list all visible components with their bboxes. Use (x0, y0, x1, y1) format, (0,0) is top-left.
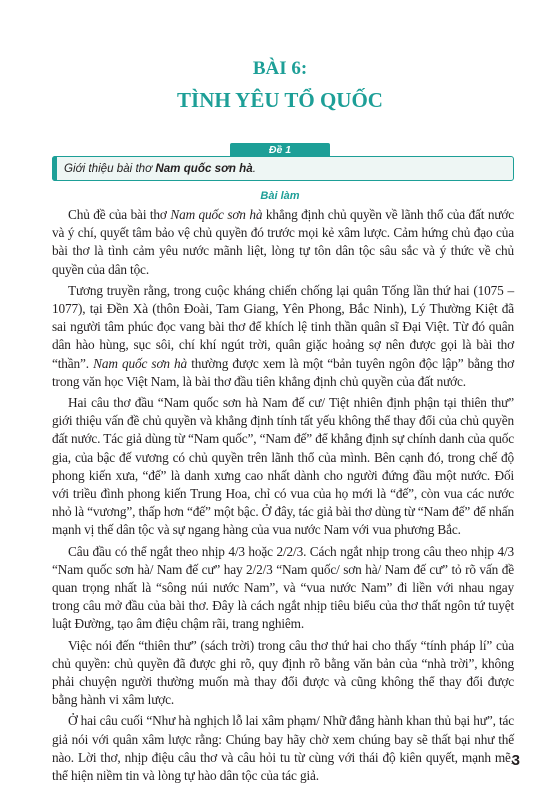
prompt-text-before: Giới thiệu bài thơ (64, 162, 156, 175)
essay-body (52, 206, 514, 788)
prompt-text-after: . (252, 162, 256, 175)
prompt-text (64, 157, 256, 180)
prompt-poem-title: Nam quốc sơn hà (155, 162, 253, 175)
lesson-theme: TÌNH YÊU TỔ QUỐC (177, 88, 383, 112)
paragraph-3: Hai câu thơ đầu “Nam quốc sơn hà Nam đế cư/ Tiệt nhiên định phận tại thiên thư” giới thiệu vấn đề chủ quyền và khẳng định tính tất yếu không thể thay đổi của chủ quyền đất nước. Tác giả dùng từ “Nam quốc”, “Nam đế” để khẳng định sự chính danh của quốc gia, của bậc đế vương có chủ quyền trên lãnh thổ của mình. Bên cạnh đó, trong chế độ phong kiến xưa, “đế” là danh xưng cao nhất dành cho người đứng đầu một nước. Đối với triều đình phong kiến Trung Hoa, chỉ có vua của họ mới là “đế”, còn vua các nước nhỏ là “vương”, thấp hơn “đế” một bậc. Ở đây, tác giả bài thơ dùng từ “Nam đế” để nhấn mạnh vị thế dân tộc và sự ngang hàng của vua nước Nam với vua phương Bắc. (52, 395, 514, 538)
paragraph-1-part-a: Chủ đề của bài thơ (68, 207, 171, 222)
paragraph-1-poem-title: Nam quốc sơn hà (170, 207, 263, 222)
page-number: 3 (511, 752, 520, 769)
paragraph-2-part-c: thường được xem là một “bản tuyên ngôn độc lập” bằng thơ trong văn học Việt Nam, là bài thơ đầu tiên khẳng định chủ quyền của đất nước. (52, 355, 515, 389)
paragraph-4: Câu đầu có thể ngắt theo nhịp 4/3 hoặc 2/2/3. Cách ngắt nhịp trong câu theo nhịp 4/3 “Nam quốc sơn hà/ Nam đế cư” hay 2/2/3 “Nam quốc/ sơn hà/ Nam đế cư” tỏ rõ vấn đề quan trọng nhất là “sông núi nước Nam”, và “vua nước Nam” đi liền với nhau ngay trong câu mở đầu của bài thơ. Đây là cách ngắt nhịp tiêu biểu của thơ thất ngôn tứ tuyệt luật Đường, tạo âm điệu chậm rãi, trang nghiêm. (52, 543, 514, 632)
paragraph-1-part-c: khẳng định chủ quyền về lãnh thổ của đất nước và ý chí, quyết tâm bảo vệ chủ quyền đó trước mọi kẻ xâm lược. Cảm hứng chủ đạo của bài thơ là tình cảm yêu nước mãnh liệt, lòng tự tôn dân tộc sâu sắc và ý thức về chủ quyền của dân tộc. (52, 207, 515, 277)
answer-heading: Bài làm (260, 190, 300, 202)
paragraph-2-part-a: Tương truyền rằng, trong cuộc kháng chiến chống lại quân Tống lần thứ hai (1075 – 1077), tại Đền Xà (thôn Đoài, Tam Giang, Yên Phong, Bắc Ninh), Lý Thường Kiệt đã sai người tâm phúc đọc vang bài thơ để khích lệ tinh thần quân sĩ Đại Việt. Từ đó quân dân hào hùng, sục sôi, chí khí ngút trời, quân giặc hoảng sợ nên được gọi là bài thơ “thần”. (52, 282, 514, 371)
paragraph-2 (52, 282, 514, 391)
lesson-number: BÀI 6: (252, 58, 308, 79)
paragraph-2-poem-title: Nam quốc sơn hà (93, 355, 188, 371)
prompt-badge: Đề 1 (230, 143, 330, 158)
paragraph-1 (52, 206, 514, 279)
prompt-box (52, 156, 514, 181)
paragraph-6: Ở hai câu cuối “Như hà nghịch lỗ lai xâm phạm/ Nhữ đẳng hành khan thủ bại hư”, tác giả nói với quân xâm lược rằng: Chúng bay hãy chờ xem chúng bay sẽ thất bại như thế nào. Lời thơ, nhịp điệu câu thơ và câu hỏi tu từ cùng với thái độ kiên quyết, mạnh mẽ, thể hiện niềm tin và lòng tự hào dân tộc của tác giả. (52, 713, 514, 784)
prompt-accent-strip (52, 156, 57, 181)
paragraph-5: Việc nói đến “thiên thư” (sách trời) trong câu thơ thứ hai cho thấy “tính pháp lí” của chủ quyền: chủ quyền đã được ghi rõ, quy định rõ bằng văn bản của “nhà trời”, không phải chuyện người thường muốn mà thay đổi được và cũng không thể thay đổi được bằng hành vi xâm lược. (52, 637, 514, 708)
